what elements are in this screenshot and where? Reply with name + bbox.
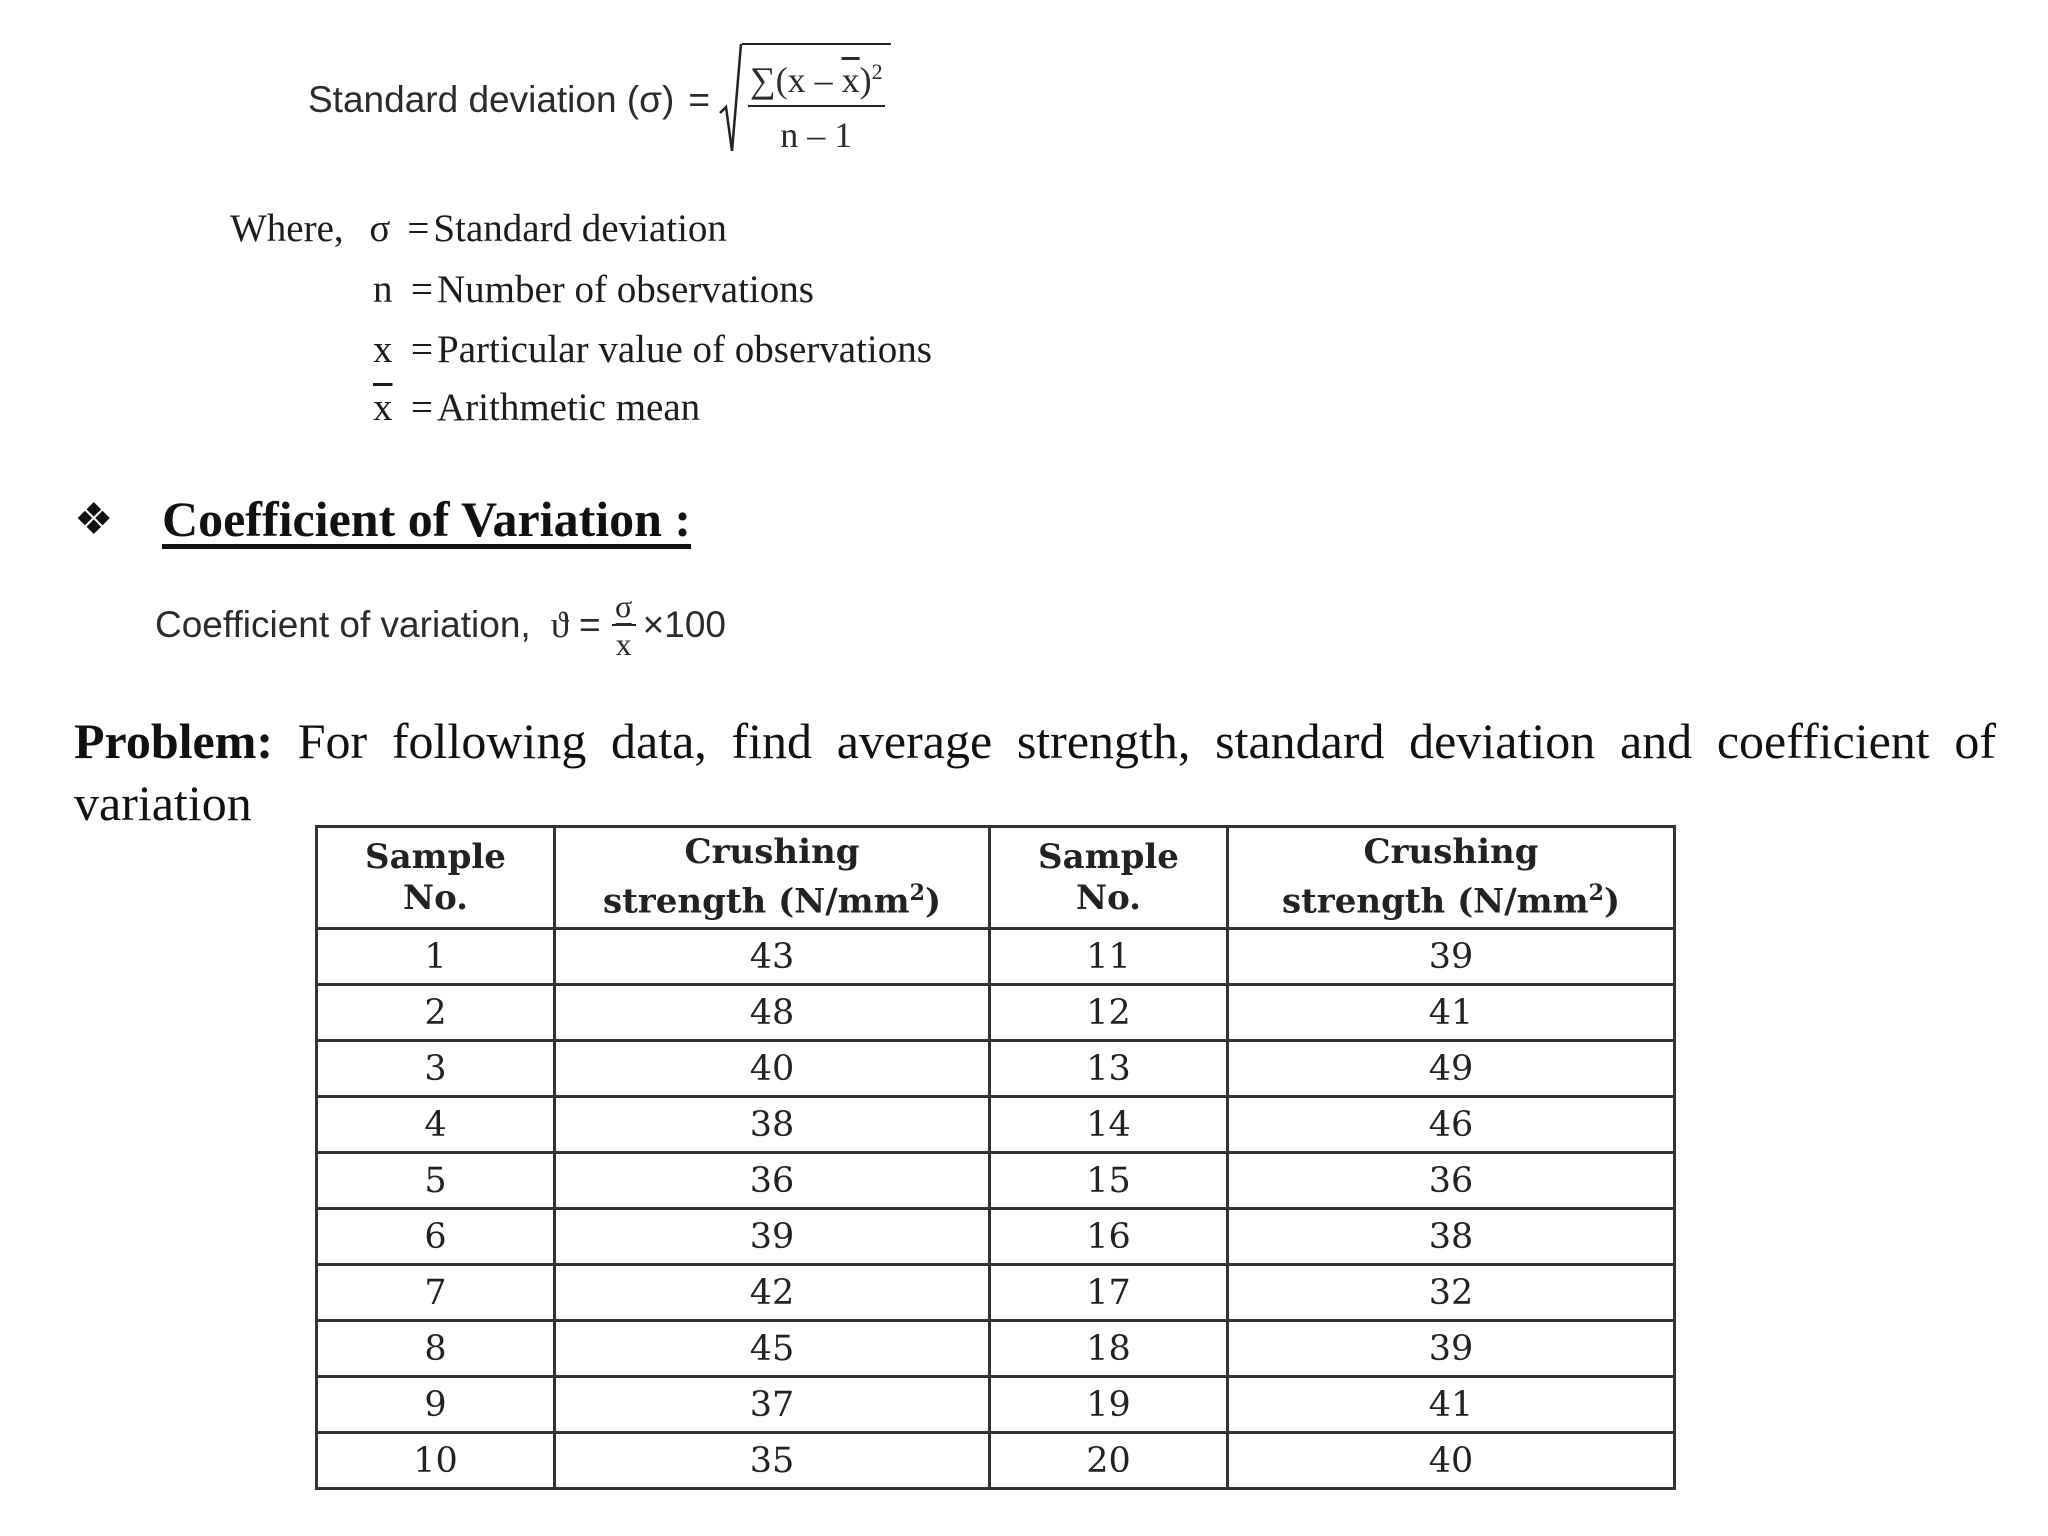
header-close: ) — [924, 881, 942, 922]
definition-equals: = — [407, 207, 430, 250]
header-line: Sample — [365, 836, 506, 877]
table-cell: 12 — [990, 985, 1228, 1041]
problem-label: Problem: — [74, 713, 274, 769]
table-cell: 17 — [990, 1265, 1228, 1321]
header-line: strength (N/mm — [602, 881, 910, 922]
table-cell: 49 — [1228, 1041, 1675, 1097]
where-definition-x — [373, 327, 932, 373]
table-row — [317, 1097, 1675, 1153]
table-cell: 38 — [555, 1097, 990, 1153]
table-cell: 11 — [990, 929, 1228, 985]
table-cell: 8 — [317, 1321, 555, 1377]
table-cell: 48 — [555, 985, 990, 1041]
cov-denominator: x — [615, 626, 632, 662]
table-cell: 42 — [555, 1265, 990, 1321]
table-row — [317, 1265, 1675, 1321]
table-cell: 19 — [990, 1377, 1228, 1433]
table-cell: 4 — [317, 1097, 555, 1153]
table-row — [317, 1377, 1675, 1433]
table-row — [317, 1041, 1675, 1097]
definition-meaning: Standard deviation — [433, 207, 727, 250]
cov-numerator: σ — [615, 588, 633, 624]
fraction-bar — [748, 105, 885, 107]
table-cell: 16 — [990, 1209, 1228, 1265]
table-cell: 46 — [1228, 1097, 1675, 1153]
cov-formula-label: Coefficient of variation, — [155, 604, 531, 645]
sd-formula-equals: = — [688, 79, 710, 120]
table-cell: 15 — [990, 1153, 1228, 1209]
header-line: No. — [1076, 877, 1141, 918]
table-cell: 6 — [317, 1209, 555, 1265]
standard-deviation-formula — [308, 40, 891, 160]
column-header-sample-no — [990, 827, 1228, 929]
table-cell: 18 — [990, 1321, 1228, 1377]
exponent: 2 — [871, 59, 883, 84]
four-diamond-bullet-icon: ❖ — [74, 494, 114, 544]
table-cell: 10 — [317, 1433, 555, 1489]
table-cell: 41 — [1228, 1377, 1675, 1433]
table-cell: 1 — [317, 929, 555, 985]
table-cell: 32 — [1228, 1265, 1675, 1321]
table-cell: 41 — [1228, 985, 1675, 1041]
cov-multiplier: ×100 — [642, 604, 726, 645]
definition-symbol: $\overline{x}$ — [373, 386, 393, 429]
header-line: Sample — [1038, 836, 1179, 877]
header-close: ) — [1603, 881, 1621, 922]
table-cell: 40 — [1228, 1433, 1675, 1489]
numerator-open: (x – — [775, 60, 842, 100]
header-line: No. — [403, 877, 468, 918]
problem-text: For following data, find average strength, standard deviation and coefficient of variation — [74, 713, 1997, 831]
table-cell: 2 — [317, 985, 555, 1041]
table-cell: 13 — [990, 1041, 1228, 1097]
table-header-row — [317, 827, 1675, 929]
column-header-sample-no — [317, 827, 555, 929]
table-cell: 3 — [317, 1041, 555, 1097]
definition-equals: = — [411, 268, 433, 311]
header-superscript: 2 — [1588, 880, 1604, 907]
sd-fraction — [742, 43, 891, 157]
header-line: Crushing — [1363, 832, 1539, 873]
table-row — [317, 1433, 1675, 1489]
table-row — [317, 929, 1675, 985]
definition-meaning: Number of observations — [437, 268, 814, 311]
table-cell: 45 — [555, 1321, 990, 1377]
table-cell: 7 — [317, 1265, 555, 1321]
numerator-close: ) — [859, 60, 872, 100]
definition-symbol: n — [373, 268, 393, 311]
x-bar: $\overline{x}$ — [841, 60, 860, 100]
crushing-strength-table — [315, 825, 1676, 1490]
table-cell: 36 — [1228, 1153, 1675, 1209]
column-header-crushing-strength — [1228, 827, 1675, 929]
table-cell: 39 — [555, 1209, 990, 1265]
sd-numerator — [748, 49, 885, 103]
table-cell: 5 — [317, 1153, 555, 1209]
table-cell: 36 — [555, 1153, 990, 1209]
header-line: Crushing — [684, 832, 860, 873]
where-intro: Where, — [230, 207, 344, 250]
sd-denominator: n – 1 — [780, 115, 853, 155]
where-definition-n — [373, 267, 814, 313]
table-cell: 37 — [555, 1377, 990, 1433]
table-cell: 38 — [1228, 1209, 1675, 1265]
cov-fraction — [609, 588, 639, 662]
coefficient-heading — [74, 490, 691, 548]
header-line: strength (N/mm — [1281, 881, 1589, 922]
definition-equals: = — [411, 386, 433, 429]
cov-symbol: ϑ — [550, 604, 570, 646]
table-cell: 39 — [1228, 929, 1675, 985]
definition-symbol: x — [373, 328, 393, 371]
problem-statement — [74, 710, 1996, 834]
table-row — [317, 1209, 1675, 1265]
radical-sign-icon — [718, 43, 742, 153]
table-row — [317, 985, 1675, 1041]
table-cell: 40 — [555, 1041, 990, 1097]
column-header-crushing-strength — [555, 827, 990, 929]
table-cell: 39 — [1228, 1321, 1675, 1377]
table-row — [317, 1321, 1675, 1377]
definition-meaning: Particular value of observations — [437, 328, 932, 371]
table-cell: 9 — [317, 1377, 555, 1433]
definition-meaning: Arithmetic mean — [437, 386, 701, 429]
table-cell: 14 — [990, 1097, 1228, 1153]
sum-symbol: ∑ — [749, 60, 776, 100]
where-definition-sigma — [230, 206, 727, 252]
table-cell: 35 — [555, 1433, 990, 1489]
table-cell: 20 — [990, 1433, 1228, 1489]
section-title: Coefficient of Variation : — [162, 491, 692, 547]
table-cell: 43 — [555, 929, 990, 985]
header-superscript: 2 — [909, 880, 925, 907]
definition-equals: = — [411, 328, 433, 371]
sd-formula-label: Standard deviation (σ) — [308, 79, 675, 120]
cov-formula — [155, 580, 726, 670]
definition-symbol: σ — [369, 207, 391, 250]
where-definition-xbar — [373, 385, 700, 431]
cov-equals: = — [579, 604, 601, 645]
square-root — [718, 43, 891, 157]
table-row — [317, 1153, 1675, 1209]
